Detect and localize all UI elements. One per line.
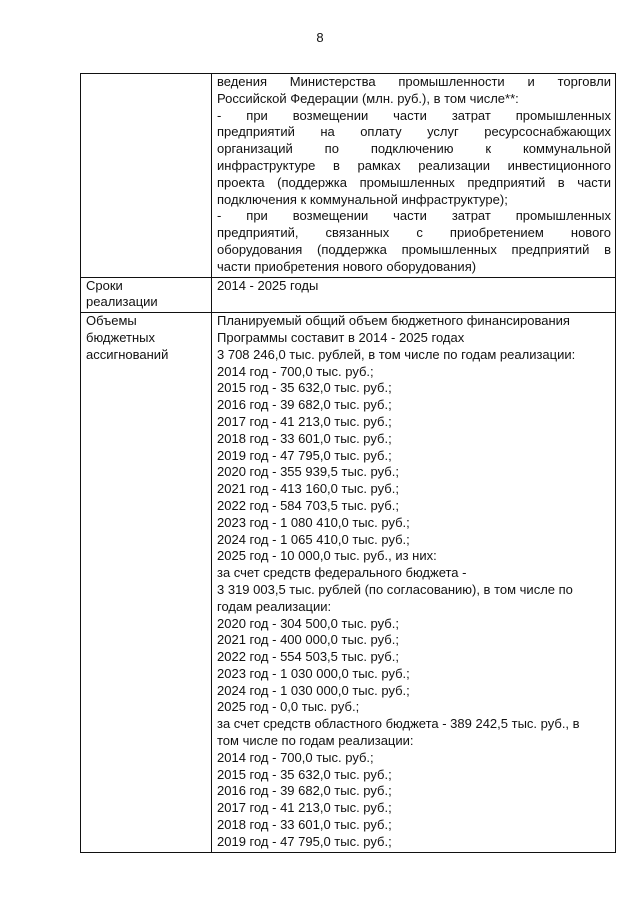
- row-content-line: 2021 год - 413 160,0 тыс. руб.;: [217, 481, 399, 497]
- row-content-line: 2022 год - 584 703,5 тыс. руб.;: [217, 497, 399, 513]
- row-label-line: реализации: [86, 294, 158, 310]
- row-content-cell: [212, 74, 616, 278]
- passport-table-body: [81, 74, 616, 853]
- row-content-line: 2024 год - 1 065 410,0 тыс. руб.;: [217, 531, 410, 547]
- row-content-line: 2016 год - 39 682,0 тыс. руб.;: [217, 783, 392, 799]
- row-content-line: 2020 год - 355 939,5 тыс. руб.;: [217, 464, 399, 480]
- row-label-line: Сроки: [86, 277, 123, 293]
- row-content-line: Российской Федерации (млн. руб.), в том числе**:: [217, 90, 519, 106]
- row-label-cell: [81, 74, 212, 278]
- row-content-line: 2021 год - 400 000,0 тыс. руб.;: [217, 632, 399, 648]
- row-content-cell: [212, 313, 616, 853]
- row-content-line: 2019 год - 47 795,0 тыс. руб.;: [217, 447, 392, 463]
- passport-row: [81, 277, 616, 313]
- row-content-line: 2015 год - 35 632,0 тыс. руб.;: [217, 766, 392, 782]
- row-content-line: 2025 год - 10 000,0 тыс. руб., из них:: [217, 548, 437, 564]
- row-content-line: организаций по подключению к коммунальной: [217, 141, 611, 157]
- row-content-line: части приобретения нового оборудования): [217, 258, 477, 274]
- program-passport-table: [80, 73, 616, 853]
- row-content-line: 2024 год - 1 030 000,0 тыс. руб.;: [217, 682, 410, 698]
- row-content-line: предприятий, связанных с приобретением нового: [217, 225, 611, 241]
- page-number: 8: [316, 30, 324, 45]
- row-content-line: 2014 - 2025 годы: [217, 277, 319, 293]
- row-label-line: бюджетных: [86, 329, 155, 345]
- row-label-cell: [81, 313, 212, 853]
- row-content-line: 2014 год - 700,0 тыс. руб.;: [217, 749, 374, 765]
- row-content-line: 2023 год - 1 030 000,0 тыс. руб.;: [217, 665, 410, 681]
- row-label-line: Объемы: [86, 313, 137, 329]
- row-content-line: - при возмещении части затрат промышленных: [217, 208, 611, 224]
- row-content-line: том числе по годам реализации:: [217, 733, 414, 749]
- row-content-line: годам реализации:: [217, 598, 332, 614]
- row-content-line: 3 319 003,5 тыс. рублей (по согласованию), в том числе по: [217, 581, 573, 597]
- row-content-cell: [212, 277, 616, 313]
- row-content-line: инфраструктуре в рамках реализации инвестиционного: [217, 157, 611, 173]
- row-content-line: оборудования (поддержка промышленных предприятий в: [217, 241, 611, 257]
- row-content-line: проекта (поддержка промышленных предприятий в части: [217, 174, 611, 190]
- row-content-line: 2018 год - 33 601,0 тыс. руб.;: [217, 817, 392, 833]
- row-content-line: 2014 год - 700,0 тыс. руб.;: [217, 363, 374, 379]
- row-content-line: Программы составит в 2014 - 2025 годах: [217, 329, 465, 345]
- row-content-line: Планируемый общий объем бюджетного финансирования: [217, 313, 570, 329]
- row-content-line: 2022 год - 554 503,5 тыс. руб.;: [217, 649, 399, 665]
- row-content-line: 2016 год - 39 682,0 тыс. руб.;: [217, 397, 392, 413]
- row-content-line: за счет средств областного бюджета - 389 242,5 тыс. руб., в: [217, 716, 580, 732]
- row-content-line: 2023 год - 1 080 410,0 тыс. руб.;: [217, 514, 410, 530]
- passport-row: [81, 313, 616, 853]
- row-label-line: ассигнований: [86, 346, 169, 362]
- row-content-line: 2025 год - 0,0 тыс. руб.;: [217, 699, 360, 715]
- row-content-line: 2019 год - 47 795,0 тыс. руб.;: [217, 833, 392, 849]
- row-content-line: 2020 год - 304 500,0 тыс. руб.;: [217, 615, 399, 631]
- row-label-cell: [81, 277, 212, 313]
- row-content-line: 2015 год - 35 632,0 тыс. руб.;: [217, 380, 392, 396]
- row-content-line: предприятий на оплату услуг ресурсоснабжающих: [217, 124, 611, 140]
- row-content-line: 2017 год - 41 213,0 тыс. руб.;: [217, 800, 392, 816]
- passport-row: [81, 74, 616, 278]
- row-content-line: подключения к коммунальной инфраструктуре);: [217, 191, 508, 207]
- row-content-line: 2018 год - 33 601,0 тыс. руб.;: [217, 430, 392, 446]
- row-content-line: 3 708 246,0 тыс. рублей, в том числе по годам реализации:: [217, 346, 576, 362]
- row-content-line: - при возмещении части затрат промышленных: [217, 107, 611, 123]
- row-content-line: ведения Министерства промышленности и торговли: [217, 74, 611, 89]
- row-content-line: 2017 год - 41 213,0 тыс. руб.;: [217, 413, 392, 429]
- row-content-line: за счет средств федерального бюджета -: [217, 565, 467, 581]
